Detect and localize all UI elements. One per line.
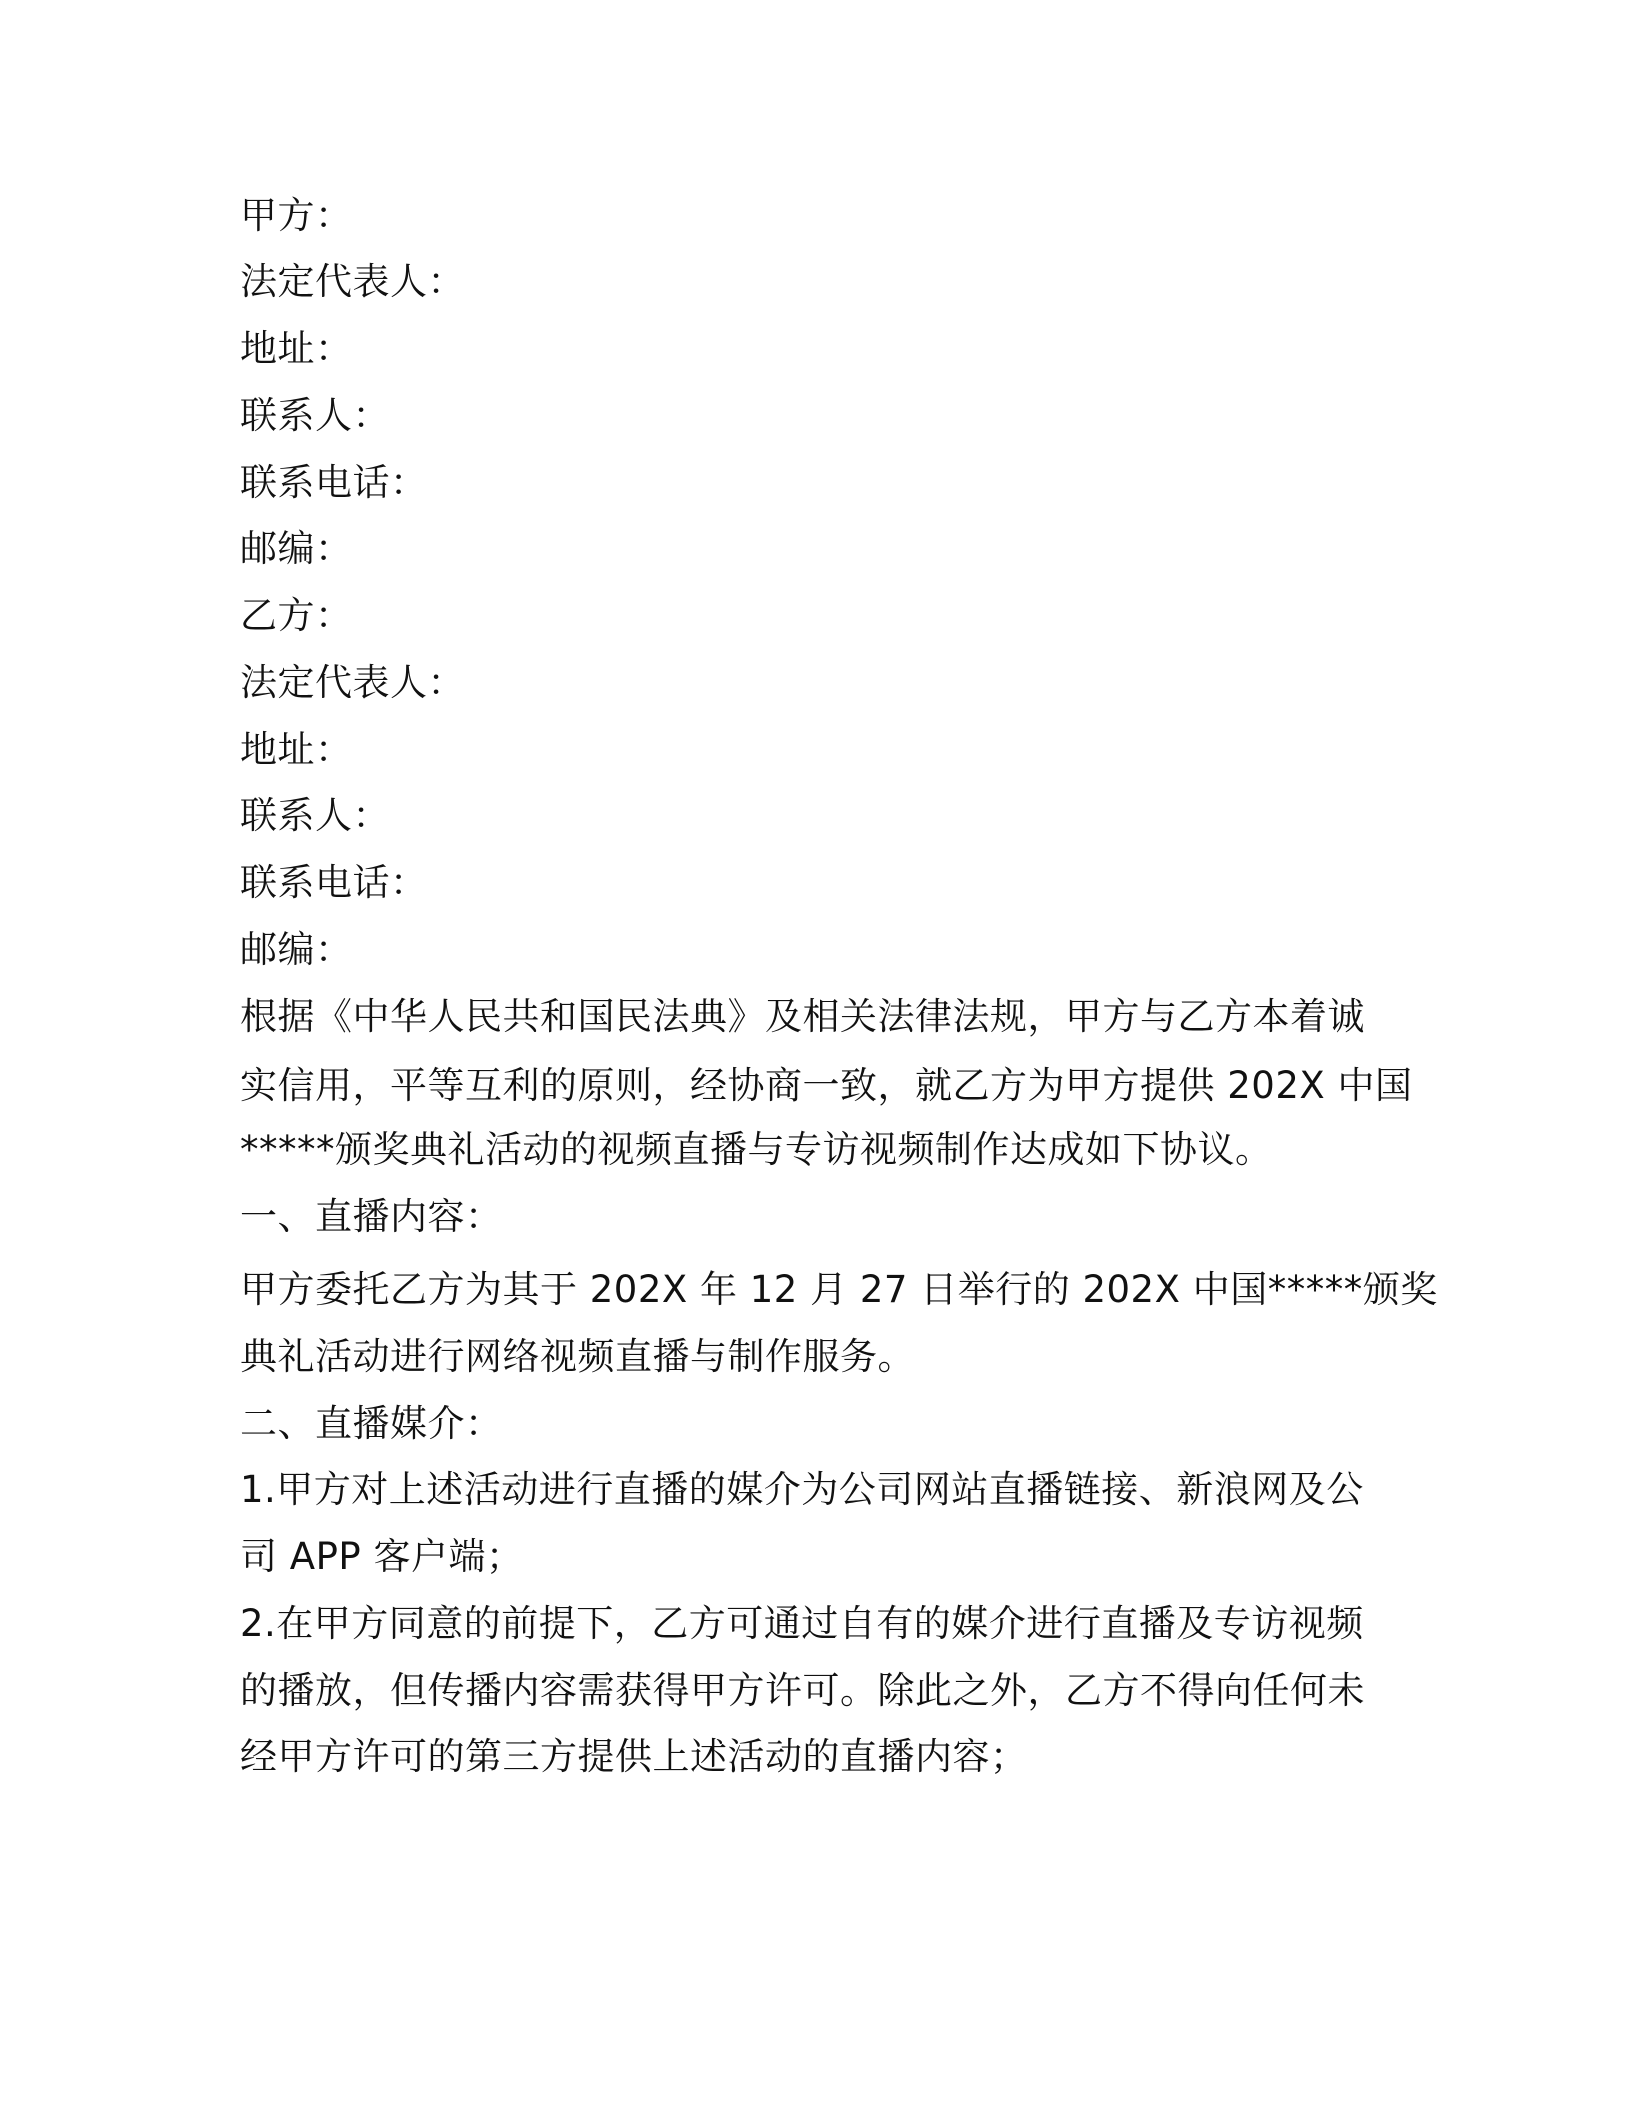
preamble-line: 实信用，平等互利的原则，经协商一致，就乙方为甲方提供 202X 中国 <box>240 1064 1413 1107</box>
party-b-contact-label: 联系人： <box>240 794 390 837</box>
party-a-contact-label: 联系人： <box>240 394 390 437</box>
section2-item1-line: 司 APP 客户端； <box>240 1535 524 1578</box>
party-b-rep-label: 法定代表人： <box>240 661 465 704</box>
party-b-postcode-label: 邮编： <box>240 928 353 971</box>
party-a-postcode-label: 邮编： <box>240 527 353 570</box>
section2-item1-line: 1.甲方对上述活动进行直播的媒介为公司网站直播链接、新浪网及公 <box>240 1468 1364 1511</box>
party-a-phone-label: 联系电话： <box>240 461 428 504</box>
section2-item2-line: 的播放，但传播内容需获得甲方许可。除此之外，乙方不得向任何未 <box>240 1669 1365 1712</box>
party-a-name-label: 甲方： <box>240 194 353 237</box>
party-b-address-label: 地址： <box>240 728 353 771</box>
section2-item2-line: 2.在甲方同意的前提下，乙方可通过自有的媒介进行直播及专访视频 <box>240 1602 1364 1645</box>
party-a-address-label: 地址： <box>240 327 353 370</box>
preamble-line: 根据《中华人民共和国民法典》及相关法律法规，甲方与乙方本着诚 <box>240 995 1365 1038</box>
party-b-name-label: 乙方： <box>240 594 353 637</box>
section1-body-line: 典礼活动进行网络视频直播与制作服务。 <box>240 1335 915 1378</box>
party-a-rep-label: 法定代表人： <box>240 260 465 303</box>
preamble-line: *****颁奖典礼活动的视频直播与专访视频制作达成如下协议。 <box>240 1128 1273 1171</box>
section1-heading: 一、直播内容： <box>240 1195 503 1238</box>
section2-heading: 二、直播媒介： <box>240 1402 503 1445</box>
party-b-phone-label: 联系电话： <box>240 861 428 904</box>
section2-item2-line: 经甲方许可的第三方提供上述活动的直播内容； <box>240 1735 1028 1778</box>
section1-body-line: 甲方委托乙方为其于 202X 年 12 月 27 日举行的 202X 中国*****颁奖 <box>240 1268 1438 1311</box>
